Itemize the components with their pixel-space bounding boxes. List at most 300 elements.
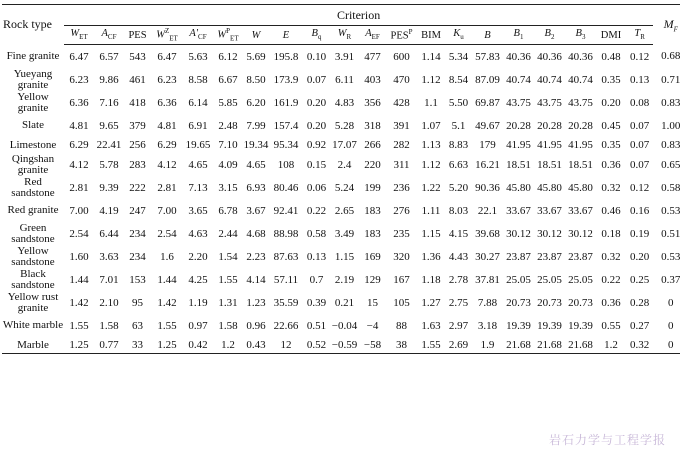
value-cell: 38 <box>386 337 417 354</box>
column-header: $T_R$ <box>626 26 653 45</box>
rock-type-cell: Red granite <box>7 204 59 216</box>
table-row <box>2 337 680 354</box>
value-cell: −4 <box>366 319 379 332</box>
value-cell: 0.27 <box>629 319 650 332</box>
value-cell: 0.06 <box>306 181 327 194</box>
column-header: B <box>472 26 503 45</box>
rock-type-cell: Black sandstone <box>11 268 55 291</box>
value-cell: 21.68 <box>565 337 596 354</box>
value-cell: 40.74 <box>537 73 562 86</box>
value-cell: 87.63 <box>273 250 299 263</box>
value-cell: 0.28 <box>629 296 650 309</box>
value-cell: 88.98 <box>273 227 299 240</box>
value-cell: 7.13 <box>188 181 208 194</box>
value-cell: 1.42 <box>157 296 177 309</box>
value-cell: 0.25 <box>629 273 650 286</box>
value-cell: 19.34 <box>243 139 269 151</box>
value-cell: 0.08 <box>629 96 650 109</box>
value-cell: 0.13 <box>629 73 650 86</box>
value-cell: 23.87 <box>506 250 531 263</box>
value-cell: 418 <box>129 96 146 109</box>
value-cell: 40.36 <box>537 50 562 63</box>
value-cell: 0.20 <box>306 119 327 132</box>
column-header: PES <box>124 26 151 45</box>
value-cell: 276 <box>393 204 410 217</box>
value-cell: 43.75 <box>506 96 531 109</box>
value-cell: 5.85 <box>218 96 238 109</box>
value-cell: 2.81 <box>157 181 177 194</box>
mf-cell: 0.53 <box>661 250 680 263</box>
rock-type-cell: Yellow rust granite <box>7 291 59 314</box>
value-cell: 6.67 <box>218 73 238 86</box>
value-cell: 1.18 <box>421 273 441 286</box>
value-cell: 1.22 <box>421 181 441 194</box>
value-cell: 8.50 <box>246 73 266 86</box>
value-cell: 0.12 <box>629 181 650 194</box>
value-cell: 3.91 <box>334 50 355 63</box>
table-body <box>2 45 680 354</box>
value-cell: 45.80 <box>537 181 562 194</box>
value-cell: 35.59 <box>273 296 299 309</box>
rock-type-header: Rock type <box>2 5 64 45</box>
value-cell: 30.12 <box>568 227 593 240</box>
rock-type-cell: Limestone <box>9 138 57 151</box>
value-cell: 0.20 <box>601 96 621 109</box>
value-cell: 1.15 <box>421 227 441 240</box>
value-cell: 7.88 <box>477 296 498 309</box>
value-cell: 311 <box>393 158 410 171</box>
value-cell: 234 <box>129 227 146 240</box>
value-cell: 236 <box>393 181 410 194</box>
value-cell: 21.68 <box>503 337 534 354</box>
value-cell: 8.83 <box>448 139 469 151</box>
column-header: E <box>269 26 303 45</box>
value-cell: 1.60 <box>69 250 89 263</box>
value-cell: 57.83 <box>475 50 500 63</box>
value-cell: 0.22 <box>306 204 327 217</box>
value-cell: 7.10 <box>218 139 238 151</box>
column-header: $PES^P$ <box>386 26 417 45</box>
value-cell: 0.32 <box>601 181 621 194</box>
value-cell: 45.80 <box>568 181 593 194</box>
value-cell: 0.07 <box>629 119 650 132</box>
column-header: $B_q$ <box>303 26 330 45</box>
value-cell: 169 <box>364 250 381 263</box>
value-cell: 3.63 <box>99 250 119 263</box>
rock-type-cell: Marble <box>2 337 64 354</box>
value-cell: 7.00 <box>157 204 177 217</box>
value-cell: 6.47 <box>157 50 177 63</box>
value-cell: 0.07 <box>306 73 327 86</box>
column-header: $W^Z_{ET}$ <box>151 26 183 45</box>
value-cell: 5.69 <box>246 50 266 63</box>
value-cell: 0.20 <box>306 96 327 109</box>
value-cell: 8.54 <box>448 73 469 86</box>
mf-cell: 0.71 <box>661 73 680 86</box>
value-cell: 0.10 <box>306 50 327 63</box>
value-cell: 5.34 <box>448 50 469 63</box>
value-cell: 43.75 <box>568 96 593 109</box>
value-cell: 41.95 <box>568 139 593 151</box>
value-cell: 283 <box>129 158 146 171</box>
value-cell: 3.18 <box>477 319 498 332</box>
column-header: $B_3$ <box>565 26 596 45</box>
value-cell: 87.09 <box>475 73 500 86</box>
value-cell: 6.91 <box>188 119 208 132</box>
value-cell: 23.87 <box>537 250 562 263</box>
mf-cell: 0.83 <box>661 139 680 151</box>
value-cell: 7.01 <box>99 273 119 286</box>
value-cell: 6.57 <box>99 50 119 63</box>
value-cell: 1.36 <box>421 250 441 263</box>
value-cell: 88 <box>396 319 407 332</box>
value-cell: 1.6 <box>160 250 174 263</box>
table-row <box>2 45 680 69</box>
value-cell: 19.39 <box>568 319 593 332</box>
table-row <box>2 91 680 114</box>
value-cell: 25.05 <box>506 273 531 286</box>
value-cell: 0.58 <box>306 227 327 240</box>
value-cell: 95 <box>132 296 143 309</box>
value-cell: 543 <box>129 50 146 63</box>
value-cell: 2.97 <box>448 319 469 332</box>
value-cell: 18.51 <box>537 158 562 171</box>
column-header: $B_2$ <box>534 26 565 45</box>
journal-watermark: 岩石力学与工程学报 <box>548 433 666 447</box>
rock-type-cell: Yellow sandstone <box>11 245 55 268</box>
value-cell: 1.44 <box>69 273 89 286</box>
value-cell: 5.20 <box>448 181 469 194</box>
value-cell: 0.51 <box>306 319 327 332</box>
rock-type-cell: Qingshan granite <box>11 153 55 176</box>
value-cell: 4.68 <box>246 227 266 240</box>
value-cell: 4.83 <box>334 96 355 109</box>
value-cell: 16.21 <box>475 158 500 171</box>
value-cell: 4.43 <box>448 250 469 263</box>
column-header: $B_1$ <box>503 26 534 45</box>
table-row <box>2 68 680 91</box>
value-cell: 7.16 <box>99 96 119 109</box>
value-cell: 22.66 <box>273 319 299 332</box>
value-cell: 9.86 <box>99 73 119 86</box>
value-cell: 4.65 <box>188 158 208 171</box>
value-cell: 0.39 <box>306 296 327 309</box>
value-cell: 3.67 <box>246 204 266 217</box>
table-row <box>2 199 680 222</box>
value-cell: 30.12 <box>537 227 562 240</box>
value-cell: 4.12 <box>69 158 89 171</box>
value-cell: 12 <box>269 337 303 354</box>
value-cell: 2.20 <box>188 250 208 263</box>
value-cell: 9.65 <box>99 119 119 132</box>
value-cell: 7.99 <box>246 119 266 132</box>
mf-cell: 0 <box>653 337 680 354</box>
value-cell: 20.28 <box>506 119 531 132</box>
value-cell: 2.54 <box>157 227 177 240</box>
value-cell: 0.18 <box>601 227 621 240</box>
value-cell: 4.25 <box>188 273 208 286</box>
value-cell: 6.23 <box>157 73 177 86</box>
value-cell: 3.65 <box>188 204 208 217</box>
mf-cell: 0.58 <box>661 181 680 194</box>
value-cell: 6.23 <box>69 73 89 86</box>
value-cell: 0.97 <box>188 319 208 332</box>
value-cell: 129 <box>364 273 381 286</box>
value-cell: 179 <box>479 139 496 151</box>
value-cell: 234 <box>129 250 146 263</box>
value-cell: 153 <box>129 273 146 286</box>
value-cell: 57.11 <box>273 273 299 286</box>
value-cell: 19.65 <box>185 139 211 151</box>
value-cell: 22.41 <box>96 139 122 151</box>
value-cell: 20.28 <box>568 119 593 132</box>
value-cell: 0.92 <box>306 139 327 151</box>
value-cell: 5.24 <box>334 181 355 194</box>
value-cell: 0.36 <box>601 296 621 309</box>
value-cell: 0.43 <box>243 337 269 354</box>
value-cell: 1.25 <box>151 337 183 354</box>
value-cell: 3.15 <box>218 181 238 194</box>
value-cell: 18.51 <box>568 158 593 171</box>
column-header: $W_{ET}$ <box>64 26 94 45</box>
value-cell: 33.67 <box>506 204 531 217</box>
value-cell: 1.55 <box>157 319 177 332</box>
value-cell: 600 <box>393 50 410 63</box>
value-cell: 0.32 <box>626 337 653 354</box>
value-cell: 0.96 <box>246 319 266 332</box>
value-cell: 1.2 <box>213 337 243 354</box>
value-cell: 21.68 <box>534 337 565 354</box>
value-cell: −0.59 <box>330 337 359 354</box>
value-cell: 2.44 <box>218 227 238 240</box>
value-cell: 6.44 <box>99 227 119 240</box>
value-cell: 6.93 <box>246 181 266 194</box>
value-cell: 157.4 <box>273 119 299 132</box>
value-cell: 1.63 <box>421 319 441 332</box>
value-cell: 105 <box>393 296 410 309</box>
value-cell: 0.13 <box>306 250 327 263</box>
value-cell: 33.67 <box>568 204 593 217</box>
value-cell: 22.1 <box>477 204 498 217</box>
value-cell: 6.36 <box>157 96 177 109</box>
value-cell: 1.27 <box>421 296 441 309</box>
value-cell: 0.48 <box>601 50 621 63</box>
value-cell: 1.58 <box>99 319 119 332</box>
value-cell: 282 <box>393 139 410 151</box>
value-cell: 0.07 <box>629 139 650 151</box>
table-row <box>2 153 680 176</box>
criterion-table <box>2 4 680 354</box>
value-cell: 1.19 <box>188 296 208 309</box>
value-cell: 6.63 <box>448 158 469 171</box>
value-cell: 37.81 <box>475 273 500 286</box>
value-cell: 235 <box>393 227 410 240</box>
value-cell: 6.29 <box>157 139 177 151</box>
value-cell: 40.74 <box>506 73 531 86</box>
value-cell: 5.50 <box>448 96 469 109</box>
column-header: $A'_{CF}$ <box>183 26 213 45</box>
value-cell: 4.12 <box>157 158 177 171</box>
value-cell: 80.46 <box>273 181 299 194</box>
value-cell: 195.8 <box>273 50 299 63</box>
value-cell: 356 <box>364 96 381 109</box>
value-cell: 20.73 <box>506 296 531 309</box>
mf-cell: 0 <box>667 296 674 309</box>
value-cell: 391 <box>393 119 410 132</box>
value-cell: 0.07 <box>629 158 650 171</box>
table-row <box>2 114 680 137</box>
criterion-header: Criterion <box>64 5 653 26</box>
value-cell: 1.13 <box>421 139 441 151</box>
column-header: W <box>243 26 269 45</box>
table-row <box>2 222 680 245</box>
value-cell: 183 <box>364 204 381 217</box>
value-cell: 23.87 <box>568 250 593 263</box>
value-cell: 69.87 <box>475 96 500 109</box>
value-cell: 45.80 <box>506 181 531 194</box>
value-cell: 49.67 <box>475 119 500 132</box>
value-cell: 1.15 <box>334 250 355 263</box>
value-cell: 5.63 <box>188 50 208 63</box>
value-cell: 477 <box>364 50 381 63</box>
value-cell: 108 <box>277 158 295 171</box>
value-cell: 18.51 <box>506 158 531 171</box>
value-cell: 1.14 <box>421 50 441 63</box>
value-cell: 40.36 <box>568 50 593 63</box>
value-cell: 4.63 <box>188 227 208 240</box>
value-cell: 379 <box>129 119 146 132</box>
value-cell: 1.55 <box>69 319 89 332</box>
value-cell: 25.05 <box>537 273 562 286</box>
value-cell: 15 <box>367 296 378 309</box>
value-cell: 5.1 <box>451 119 466 132</box>
value-cell: 318 <box>364 119 381 132</box>
value-cell: 0.45 <box>601 119 621 132</box>
value-cell: 17.07 <box>332 139 357 151</box>
value-cell: 1.2 <box>596 337 626 354</box>
value-cell: 266 <box>364 139 381 151</box>
mf-cell: 0.53 <box>661 204 680 217</box>
mf-cell: 0.83 <box>661 96 680 109</box>
table-row <box>2 268 680 291</box>
column-header: DMI <box>596 26 626 45</box>
rock-type-cell: Fine granite <box>6 49 60 62</box>
table-row <box>2 291 680 314</box>
value-cell: 0.32 <box>601 250 621 263</box>
value-cell: 0.35 <box>601 139 621 151</box>
value-cell: 1.58 <box>218 319 238 332</box>
rock-type-cell: Yellow granite <box>17 91 49 114</box>
value-cell: 90.36 <box>475 181 500 194</box>
mf-cell: 0 <box>667 319 674 332</box>
value-cell: 0.35 <box>601 73 621 86</box>
value-cell: 30.12 <box>506 227 531 240</box>
value-cell: 4.81 <box>157 119 177 132</box>
value-cell: 6.11 <box>335 73 354 86</box>
value-cell: −58 <box>359 337 386 354</box>
column-header: $A_{CF}$ <box>94 26 124 45</box>
value-cell: 173.9 <box>273 73 299 86</box>
table-row <box>2 314 680 337</box>
value-cell: 2.4 <box>337 158 352 171</box>
value-cell: 41.95 <box>506 139 531 151</box>
value-cell: 7.00 <box>69 204 89 217</box>
value-cell: 1.11 <box>421 204 441 217</box>
value-cell: 0.42 <box>183 337 213 354</box>
value-cell: 4.81 <box>69 119 89 132</box>
value-cell: 6.29 <box>69 139 89 151</box>
value-cell: 403 <box>364 73 381 86</box>
value-cell: 220 <box>364 158 381 171</box>
value-cell: 0.7 <box>309 273 324 286</box>
value-cell: 167 <box>393 273 410 286</box>
value-cell: 1.12 <box>421 158 441 171</box>
value-cell: 247 <box>129 204 146 217</box>
value-cell: 5.28 <box>334 119 355 132</box>
value-cell: −0.04 <box>331 319 358 332</box>
value-cell: 320 <box>393 250 410 263</box>
value-cell: 33.67 <box>537 204 562 217</box>
value-cell: 1.9 <box>472 337 503 354</box>
value-cell: 33 <box>124 337 151 354</box>
value-cell: 222 <box>129 181 146 194</box>
rock-type-cell: Yueyang granite <box>13 68 53 91</box>
value-cell: 20.73 <box>537 296 562 309</box>
value-cell: 0.20 <box>629 250 650 263</box>
value-cell: 63 <box>132 319 143 332</box>
value-cell: 3.49 <box>334 227 355 240</box>
table-row <box>2 245 680 268</box>
value-cell: 2.81 <box>69 181 89 194</box>
value-cell: 0.52 <box>303 337 330 354</box>
value-cell: 20.73 <box>568 296 593 309</box>
value-cell: 428 <box>393 96 410 109</box>
value-cell: 2.78 <box>448 273 469 286</box>
value-cell: 1.55 <box>218 273 238 286</box>
column-header-row <box>2 26 680 45</box>
value-cell: 2.19 <box>334 273 355 286</box>
value-cell: 1.23 <box>246 296 266 309</box>
value-cell: 4.65 <box>246 158 266 171</box>
value-cell: 1.07 <box>421 119 441 132</box>
value-cell: 0.21 <box>334 296 355 309</box>
value-cell: 19.39 <box>506 319 531 332</box>
mf-header: $M_F$ <box>653 5 680 45</box>
value-cell: 6.36 <box>69 96 89 109</box>
value-cell: 183 <box>364 227 381 240</box>
value-cell: 2.65 <box>334 204 355 217</box>
column-header: $K_u$ <box>445 26 472 45</box>
value-cell: 6.14 <box>188 96 208 109</box>
value-cell: 9.39 <box>99 181 119 194</box>
value-cell: 4.15 <box>448 227 469 240</box>
value-cell: 6.47 <box>69 50 89 63</box>
rock-type-cell: Red sandstone <box>11 176 55 199</box>
value-cell: 5.78 <box>99 158 119 171</box>
value-cell: 1.25 <box>64 337 94 354</box>
mf-cell: 0.51 <box>661 227 680 240</box>
value-cell: 20.28 <box>537 119 562 132</box>
rock-type-cell: Slate <box>22 119 44 131</box>
rock-type-cell: White marble <box>2 319 64 331</box>
value-cell: 40.36 <box>506 50 531 63</box>
value-cell: 40.74 <box>568 73 593 86</box>
column-header: $W^P_{ET}$ <box>213 26 243 45</box>
value-cell: 199 <box>364 181 381 194</box>
column-header: $W_R$ <box>330 26 359 45</box>
value-cell: 2.23 <box>246 250 266 263</box>
value-cell: 8.03 <box>448 204 469 217</box>
